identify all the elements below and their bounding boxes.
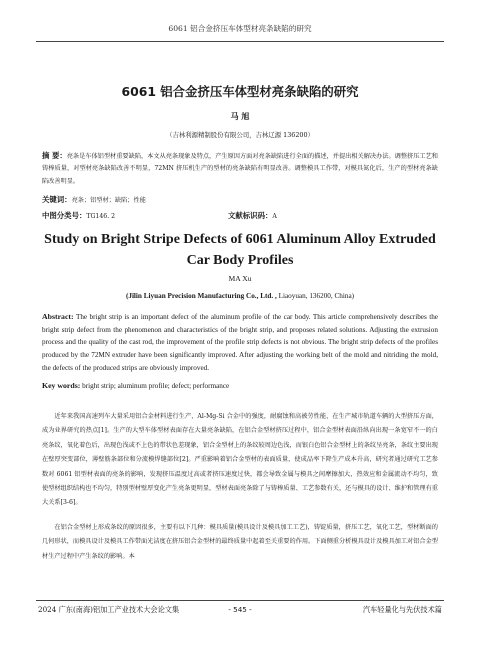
footer-rule [36, 600, 444, 601]
english-keywords [42, 381, 229, 390]
page-number: - 545 - [228, 605, 252, 614]
document-code-label: 文献标识码： [228, 211, 273, 220]
chinese-keywords-label: 关键词： [42, 195, 72, 204]
chinese-abstract [42, 150, 438, 188]
classification-number [42, 210, 115, 221]
english-affiliation [0, 292, 480, 300]
document-code [228, 210, 277, 221]
chinese-affiliation: （吉林利源精制股份有限公司，吉林辽源 136200） [166, 131, 314, 139]
english-title: Study on Bright Stripe Defects of 6061 Aluminum Alloy Extruded Car Body Profiles [44, 232, 436, 268]
english-keywords-text: bright strip; aluminum profile; defect; performance [82, 382, 230, 390]
chinese-abstract-label: 摘 要： [42, 151, 67, 160]
running-header: 6061 铝合金挤压车体型材亮条缺陷的研究 [168, 24, 312, 33]
chinese-title: 6061 铝合金挤压车体型材亮条缺陷的研究 [121, 84, 359, 99]
english-affiliation-location: Liaoyuan, 136200, China) [276, 292, 355, 300]
footer-section: 汽车轻量化与先伏技术篇 [362, 605, 442, 614]
chinese-abstract-text: 亮条是车体铝型材重要缺陷，本文从亮条现象及特点，产生原因方面对亮条缺陷进行全面的描述，并提出相关解决办法。调整挤压工艺和铸棒质量，对型材亮条缺陷改善不明显，72MN 挤压机生产的型材的亮条缺陷有明显改善。调整模具工作带，对模具氮化后，生产的型材亮条缺陷改善明显。 [42, 153, 438, 185]
english-abstract-text: The bright strip is an important defect of the aluminum profile of the car body. This article comprehensively describes the bright strip defect from the phenomenon and characteristics of the bright strip, and proposes related solutions. Adjusting the extrusion process and the quality of the cast rod, the improvement of the profile strip defects is not obvious. The bright strip defects of the profiles produced by the 72MN extruder have been significantly improved. After adjusting the working belt of the mold and nitriding the mold, the defects of the produced strips are obviously improved. [42, 313, 438, 372]
english-keywords-label: Key words: [42, 381, 81, 390]
english-affiliation-company: (Jilin Liyuan Precision Manufacturing Co., Ltd. , [125, 292, 277, 300]
chinese-author: 马 旭 [230, 111, 250, 121]
body-paragraph-1: 近年来我国高速列车大量采用铝合金材料进行生产，Al-Mg-Si 合金中的强度，耐腐蚀和高被劳性能，在生产城市轨道车辆的大型挤压方面，成为业界研究的热点[1]。生产的大型车体型材表面存在大量亮条缺陷，在铝合金型材挤压过程中，铝合金型材表面沿纵向出现一条宽窄不一的白亮条纹，氧化着色后，出现色浅或不上色的带状色差现象，铝合金型材上的条纹较周边色浅，而银白色铝合金型材上的条纹呈亮条，条纹主要出现在壁厚突变部位，薄壁筋条部位和分流模焊缝部位[2]。严重影响着铝合金型材的表面质量，使成品率下降生产成本升高，研究者通过研究工艺参数对 6061 铝型材表面的亮条的影响，发现挤压温度过高或者挤压速度过快，都会导致金属与模具之间摩擦加大，热效应和金属流动不均匀，致使型材组织结构也不均匀，特别型材壁厚变化产生亮条更明显，型材表面亮条除了与铸棒质量、工艺参数有关，还与模具的设计、维护和管理有重大关系[3-6]。 [42, 413, 438, 507]
english-abstract [42, 311, 438, 375]
chinese-keywords [42, 194, 146, 205]
footer-proceedings: 2024 广东(南海)铝加工产业技术大会论文集 [38, 605, 180, 614]
header-rule [36, 41, 444, 42]
english-author: MA Xu [228, 274, 252, 283]
english-abstract-label: Abstract: [42, 312, 74, 321]
body-text [42, 410, 438, 574]
body-paragraph-2: 在铝合金型材上形成条纹的原因很多，主要有以下几种：模具质量(模具设计及模具加工工艺)，铸锭质量，挤压工艺，氧化工艺，型材断面的几何形状，而模具设计及模具工作带面光洁度在挤压铝合金型材的最终质量中起着至关重要的作用。下面侧重分析模具设计及模具加工对铝合金型材生产过程中产生条纹的影响。本 [42, 523, 438, 560]
classification-label: 中图分类号： [42, 211, 87, 220]
chinese-keywords-text: 亮条；铝型材；缺陷；性能 [71, 197, 146, 204]
document-code-value: A [272, 213, 277, 220]
classification-value: TG146. 2 [86, 213, 116, 220]
